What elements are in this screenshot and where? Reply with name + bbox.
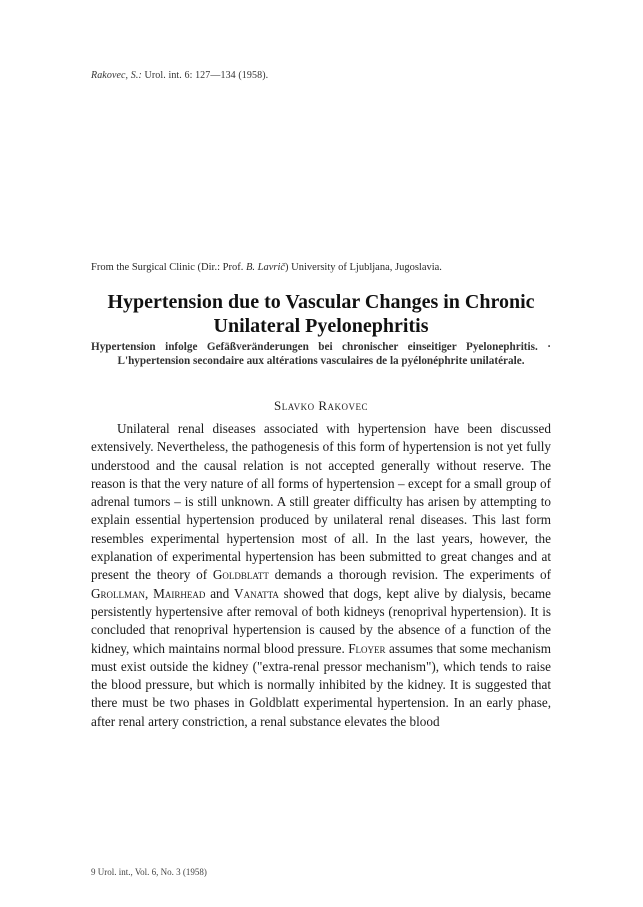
- page-footer: 9 Urol. int., Vol. 6, No. 3 (1958): [91, 867, 207, 877]
- citation-source: Urol. int. 6: 127—134 (1958).: [144, 70, 269, 81]
- body-segment: assumes that some mechanism must exist outside the kidney ("extra-renal pressor mechanism"), which tends to raise the blood pressure, but which is normally inhibited by the kidney. It is suggested that there must be two phases in Goldblatt experimental hypertension. In an early phase, after renal artery constriction, a renal substance elevates the blood: [91, 640, 552, 729]
- name-floyer: Floyer: [348, 640, 386, 656]
- affiliation-line: [91, 262, 551, 273]
- body-segment: ,: [145, 585, 149, 601]
- affiliation-prefix: From the Surgical Clinic (Dir.: Prof.: [91, 262, 244, 273]
- name-vanatta: Vanatta: [234, 585, 279, 601]
- citation-header: [91, 70, 268, 81]
- name-goldblatt: Goldblatt: [212, 567, 269, 583]
- body-segment: Unilateral renal diseases associated with hypertension have been discussed extensively. Nevertheless, the pathogenesis of this form of hypertension is not yet fully understood and the causal relation is not accepted generally without reserve. The reason is that the very nature of all forms of hypertension – except for a small group of adrenal tumors – is still unknown. A still greater difficulty has arisen by attempting to explain essential hypertension produced by unilateral renal diseases. This last form resembles experimental hypertension most of all. In the last years, however, the explanation of experimental hypertension has been submitted to great changes and at present the theory of: [91, 421, 551, 583]
- body-segment: and: [210, 585, 230, 601]
- article-subtitle: Hypertension infolge Gefäßveränderungen bei chronischer einseitiger Pyelonephritis. · L'hypertension secondaire aux altérations vasculaires de la pyélonéphrite unilatérale.: [91, 341, 551, 367]
- name-grollman: Grollman: [91, 585, 146, 601]
- body-segment: demands a thorough revision. The experiments of: [274, 567, 551, 583]
- affiliation-suffix: ) University of Ljubljana, Jugoslavia.: [285, 262, 442, 273]
- citation-author: Rakovec, S.:: [91, 70, 142, 81]
- body-text: [91, 420, 551, 731]
- body-segment: showed that dogs, kept alive by dialysis, became persistently hypertensive after removal of both kidneys (renoprival hypertension). It is concluded that renoprival hypertension is caused by the absence of a function of the kidney, which maintains normal blood pressure.: [91, 585, 552, 656]
- affiliation-director: B. Lavrič: [245, 262, 286, 273]
- name-mairhead: Mairhead: [153, 585, 206, 601]
- article-title: Hypertension due to Vascular Changes in Chronic Unilateral Pyelonephritis: [107, 291, 535, 337]
- body-paragraph: [91, 420, 551, 731]
- author-name: Slavko Rakovec: [274, 398, 368, 413]
